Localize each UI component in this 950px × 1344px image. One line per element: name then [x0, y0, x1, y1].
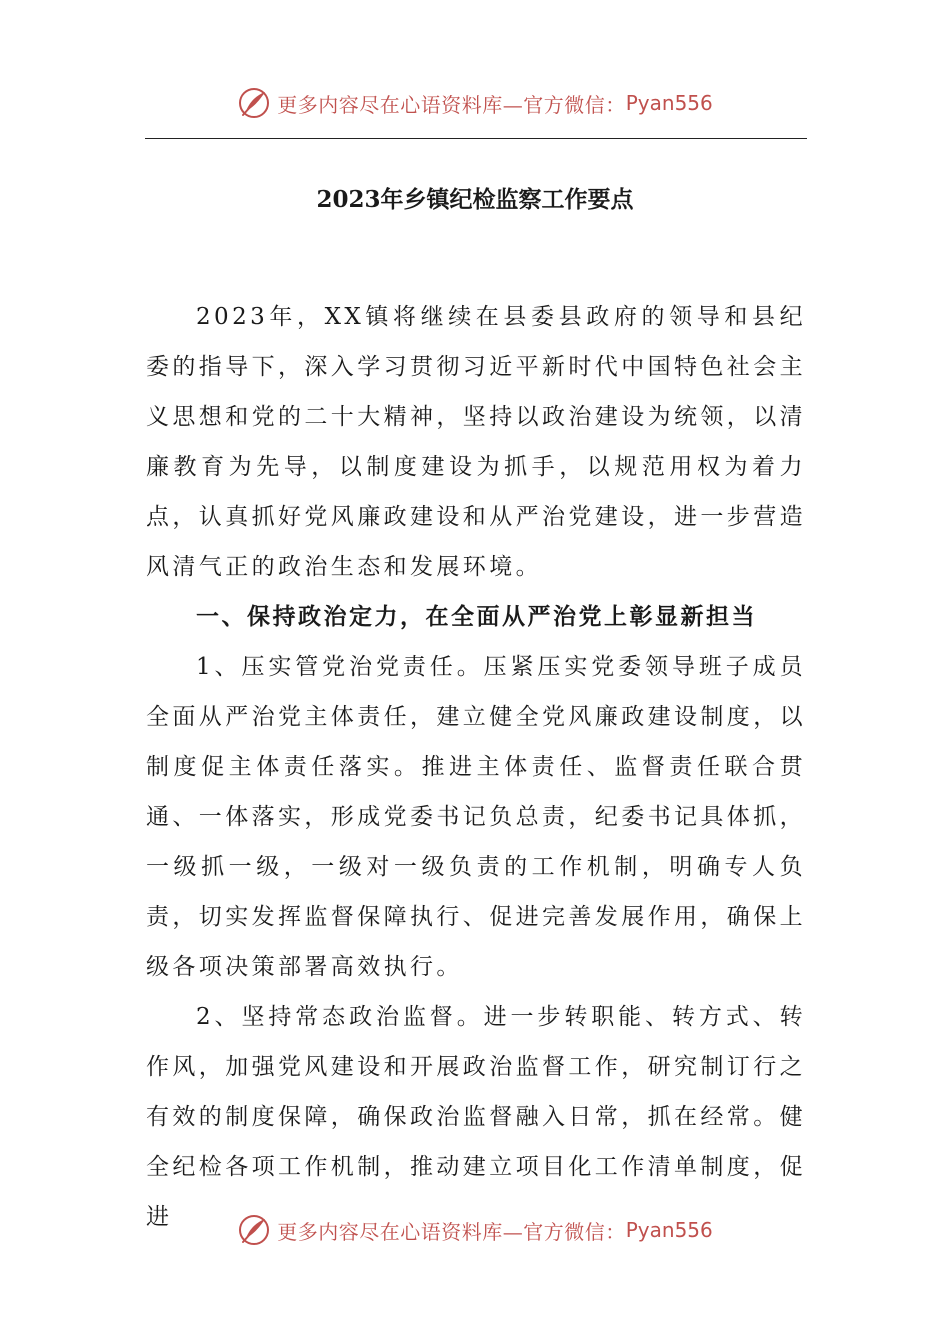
watermark-handle: Pyan556 [625, 1218, 713, 1242]
feather-pen-logo-icon [237, 86, 271, 120]
document-title: 2023年乡镇纪检监察工作要点 [316, 186, 634, 213]
watermark-text: 更多内容尽在心语资料库—官方微信： [277, 1219, 626, 1244]
watermark-footer [0, 1208, 950, 1252]
feather-pen-logo-icon [237, 1213, 271, 1247]
section-heading-1: 一、保持政治定力，在全面从严治党上彰显新担当 [196, 604, 757, 630]
watermark-text: 更多内容尽在心语资料库—官方微信： [277, 92, 626, 117]
watermark-handle: Pyan556 [625, 91, 713, 115]
intro-paragraph: 2023年，XX镇将继续在县委县政府的领导和县纪委的指导下，深入学习贯彻习近平新时代中国特色社会主义思想和党的二十大精神，坚持以政治建设为统领，以清廉教育为先导，以制度建设为抓手，以规范用权为着力点，认真抓好党风廉政建设和从严治党建设，进一步营造风清气正的政治生态和发展环境。 [146, 304, 806, 580]
document-body [146, 292, 806, 1242]
item-paragraph-1: 1、压实管党治党责任。压紧压实党委领导班子成员全面从严治党主体责任，建立健全党风廉政建设制度，以制度促主体责任落实。推进主体责任、监督责任联合贯通、一体落实，形成党委书记负总责，纪委书记具体抓，一级抓一级，一级对一级负责的工作机制，明确专人负责，切实发挥监督保障执行、促进完善发展作用，确保上级各项决策部署高效执行。 [146, 654, 806, 980]
header-divider [145, 138, 807, 139]
watermark-header [0, 81, 950, 125]
item-paragraph-2: 2、坚持常态政治监督。进一步转职能、转方式、转作风，加强党风建设和开展政治监督工作，研究制订行之有效的制度保障，确保政治监督融入日常，抓在经常。健全纪检各项工作机制，推动建立项目化工作清单制度，促进 [146, 1004, 806, 1230]
